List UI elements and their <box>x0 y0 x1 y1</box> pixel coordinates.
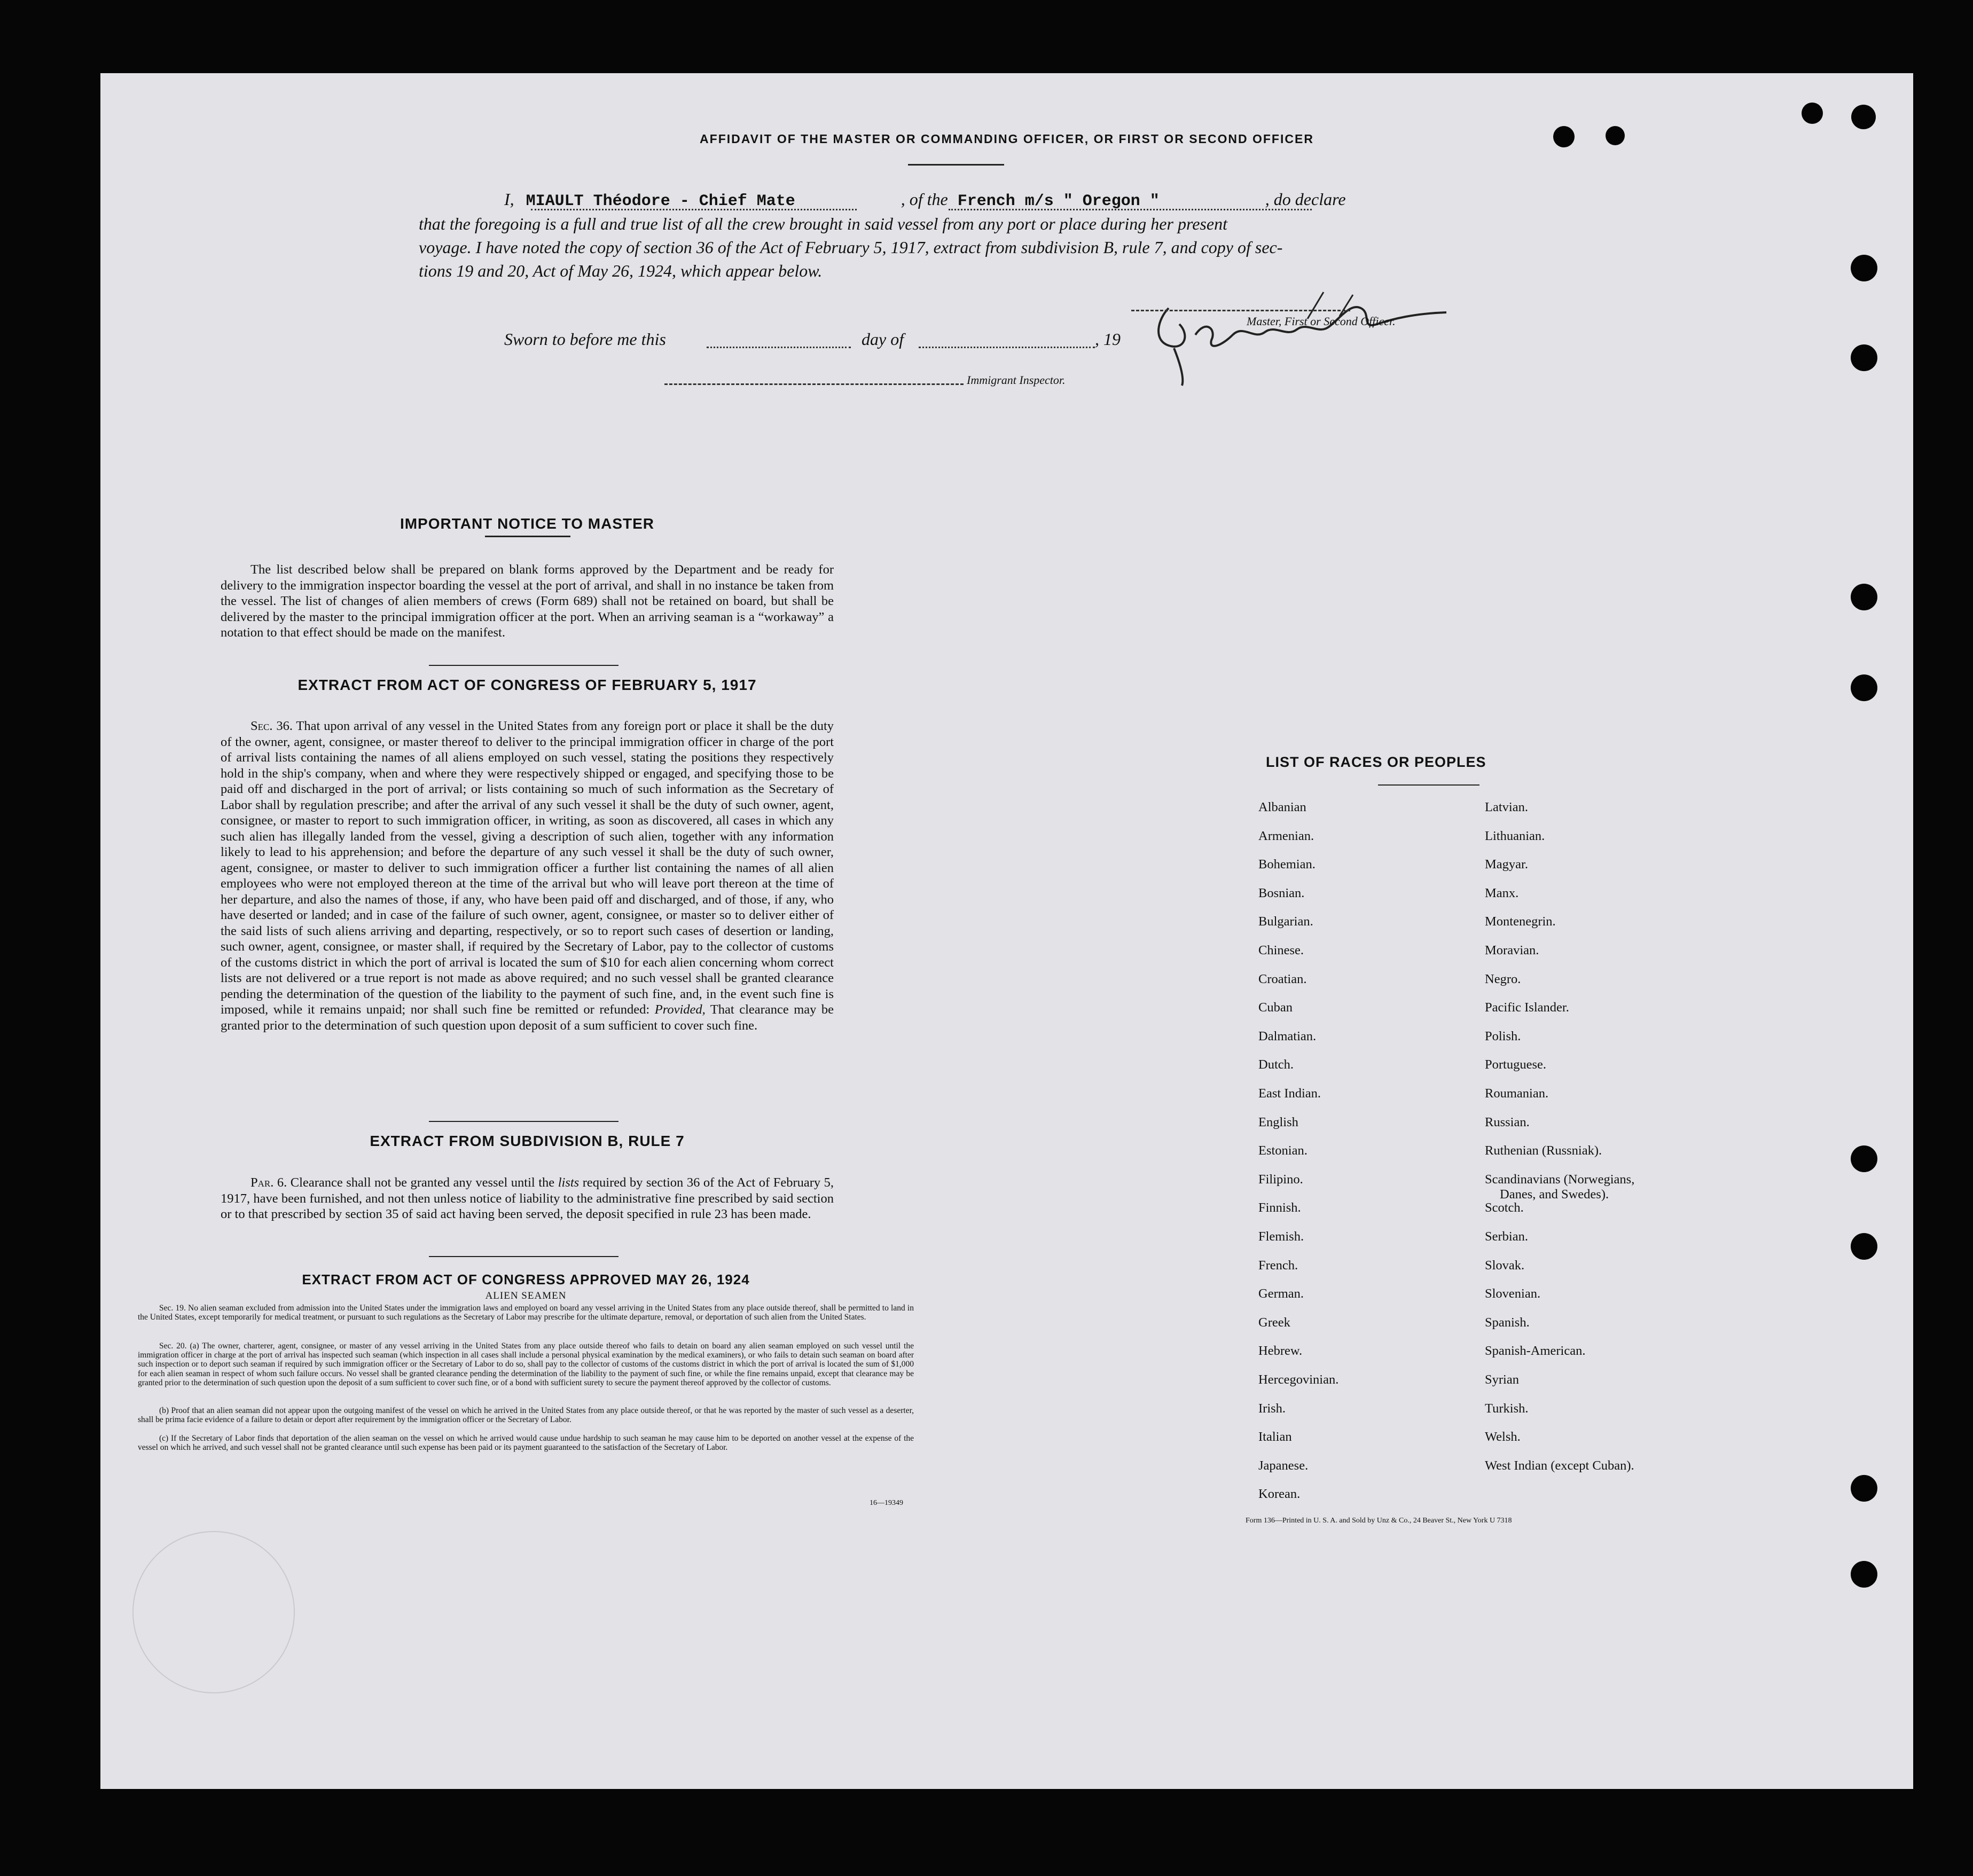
race-left-item: Bosnian. <box>1258 885 1305 900</box>
affidavit-title: AFFIDAVIT OF THE MASTER OR COMMANDING OFFICER, OR FIRST OR SECOND OFFICER <box>700 132 1314 146</box>
form-number-left: 16—19349 <box>870 1499 903 1507</box>
race-right-item: Montenegrin. <box>1485 914 1556 929</box>
signature-caption: Master, First or Second Officer. <box>1247 315 1396 328</box>
race-left-item: East Indian. <box>1258 1086 1321 1101</box>
race-left-item: Albanian <box>1258 800 1306 814</box>
punch-hole <box>1851 584 1877 610</box>
notice-title: IMPORTANT NOTICE TO MASTER <box>400 515 655 532</box>
race-left-item: Greek <box>1258 1315 1290 1330</box>
race-left-item: Dutch. <box>1258 1057 1294 1072</box>
race-right-item: Roumanian. <box>1485 1086 1549 1101</box>
sec-20a-text: Sec. 20. (a) The owner, charterer, agent, consignee, or master of any vessel arriving in the United States from any place outside thereof who fails to detain on board any alien seaman employed on such vessel until the immigration officer in charge at the port of arrival has inspected such seaman (which inspection in all cases shall include a personal physical examination by the medical examiners), or who fails to detain such seaman on board after such inspection or to deport such seaman if required by such immigration officer or the Secretary of Labor to do so, shall pay to the collector of customs of the customs district in which the port of arrival is located the sum of $1,000 for each alien seaman in respect of whom such failure occurs. No vessel shall be granted clearance pending the determination of the liability to the payment of such fine, or while the fine remains unpaid, except that clearance may be granted prior to the determination of such question upon the deposit of a sum sufficient to cover such fine, or of a bond with sufficient surety to secure the payment thereof approved by the collector of customs. <box>138 1341 914 1387</box>
sworn-month-line <box>919 347 1095 348</box>
race-left-item: Italian <box>1258 1430 1292 1445</box>
extract-1917-body <box>221 718 834 1033</box>
sworn-day-line <box>707 347 851 348</box>
rule7-title: EXTRACT FROM SUBDIVISION B, RULE 7 <box>370 1133 685 1149</box>
year-label: , 19 <box>1095 329 1121 349</box>
race-right-item: Lithuanian. <box>1485 828 1545 843</box>
declaration-line-3: voyage. I have noted the copy of section 36 of the Act of February 5, 1917, extract from subdivision B, rule 7, and copy of sec- <box>419 238 1283 257</box>
race-right-item: Danes, and Swedes). <box>1500 1187 1609 1202</box>
rule7-text-a: Clearance shall not be granted any vessel until the <box>290 1175 555 1190</box>
vessel-value: French m/s " Oregon " <box>957 192 1160 210</box>
punch-hole <box>1851 255 1877 281</box>
race-left-item: English <box>1258 1114 1298 1129</box>
notice-rule <box>485 536 570 537</box>
race-right-item: Negro. <box>1485 971 1521 986</box>
race-left-item: Korean. <box>1258 1487 1301 1502</box>
race-left-item: Croatian. <box>1258 971 1307 986</box>
title-underline <box>908 164 1004 166</box>
races-title: LIST OF RACES OR PEOPLES <box>1266 754 1486 770</box>
race-left-item: Flemish. <box>1258 1229 1304 1244</box>
punch-hole <box>1851 344 1877 371</box>
race-right-item: Scandinavians (Norwegians, <box>1485 1172 1635 1187</box>
race-left-item: Dalmatian. <box>1258 1029 1317 1043</box>
sworn-label: Sworn to before me this <box>504 329 666 349</box>
document-sheet <box>100 73 1913 1789</box>
i-label: I, <box>504 190 514 209</box>
race-right-item: Magyar. <box>1485 857 1528 872</box>
extract-1917-bottom-rule <box>429 1121 618 1122</box>
do-declare-label: , do declare <box>1265 190 1346 209</box>
race-left-item: Japanese. <box>1258 1458 1309 1473</box>
race-left-item: Armenian. <box>1258 828 1314 843</box>
punch-hole <box>1553 126 1575 147</box>
race-left-item: French. <box>1258 1258 1298 1273</box>
race-left-item: Hebrew. <box>1258 1344 1303 1359</box>
inspector-caption: Immigrant Inspector. <box>967 373 1066 387</box>
race-right-item: Spanish-American. <box>1485 1344 1586 1359</box>
day-of-label: day of <box>862 329 904 349</box>
race-right-item: Welsh. <box>1485 1430 1521 1445</box>
sec-36-text: That upon arrival of any vessel in the United States from any foreign port or place it shall be the duty of the owner, agent, consignee, or master thereof to deliver to the principal immigration officer in charge of the port of arrival lists containing the names of all aliens employed on such vessel, stating the positions they respectively hold in the ship's company, when and where they were respectively shipped or engaged, and specifying those to be paid off and discharged in the port of arrival; or lists containing so much of such information as the Secretary of Labor shall by regulation prescribe; and after the arrival of any such vessel it shall be the duty of such owner, agent, consignee, or master to report to such immigration officer, in writing, as soon as discovered, all cases in which any such alien has illegally landed from the vessel, giving a description of such alien, together with any information likely to lead to his apprehension; and before the departure of any such vessel it shall be the duty of such owner, agent, consignee, or master to deliver to such immigration officer a further list containing the names of all alien employees who were not employed thereon at the time of the arrival but who will leave port thereon at the time of her departure, and also the names of those, if any, who have been paid off and discharged, and of those, if any, who have deserted or landed; and in case of the failure of such owner, agent, consignee, or master so to deliver either of the said lists of such aliens arriving and departing, respectively, or so to report such cases of desertion or landing, such owner, agent, consignee, or master shall, if required by the Secretary of Labor, pay to the collector of customs of the customs district in which the port of arrival is located the sum of $10 for each alien concerning whom correct lists are not delivered or a true report is not made as above required; and no such vessel shall be granted clearance pending the determination of the question of the liability to the payment of such fine, and, in the event such fine is imposed, while it remains unpaid; nor shall such fine be remitted or refunded: <box>221 719 834 1017</box>
race-right-item: West Indian (except Cuban). <box>1485 1458 1634 1473</box>
sec-20b-text: (b) Proof that an alien seaman did not appear upon the outgoing manifest of the vessel on which he arrived in the United States from any place outside thereof, or that he was reported by the master of such vessel as a deserter, shall be prima facie evidence of a failure to detain or deport after requirement by the immigration officer or the Secretary of Labor. <box>138 1406 914 1425</box>
race-right-item: Serbian. <box>1485 1229 1528 1244</box>
punch-hole <box>1851 105 1876 129</box>
race-left-item: Finnish. <box>1258 1200 1301 1215</box>
alien-seamen-subtitle: ALIEN SEAMEN <box>485 1290 567 1301</box>
inspector-line <box>664 383 964 385</box>
name-fill-line <box>531 209 857 210</box>
rule7-body <box>221 1175 834 1222</box>
race-left-item: Estonian. <box>1258 1143 1307 1158</box>
race-right-item: Syrian <box>1485 1372 1519 1387</box>
race-right-item: Scotch. <box>1485 1200 1524 1215</box>
race-right-item: Russian. <box>1485 1114 1530 1129</box>
race-right-item: Slovenian. <box>1485 1286 1541 1301</box>
faint-seal-stamp <box>132 1531 295 1693</box>
punch-hole <box>1851 1233 1877 1260</box>
punch-hole <box>1851 1145 1877 1172</box>
races-rule <box>1378 784 1479 786</box>
punch-hole <box>1851 1475 1877 1502</box>
vessel-fill-line <box>949 209 1312 210</box>
rule7-text-b: required by section 36 of the Act of February 5, 1917, have been furnished, and not then unless notice of liability to the administrative fine prescribed by said section or to that prescribed by section 35 of said act having been served, the deposit specified in rule 23 has been made. <box>221 1175 834 1221</box>
sec-36-label: Sec. 36. <box>250 719 293 733</box>
punch-hole <box>1851 1561 1877 1588</box>
officer-name-value: MIAULT Théodore - Chief Mate <box>526 192 795 210</box>
race-right-item: Turkish. <box>1485 1401 1529 1416</box>
punch-hole <box>1851 674 1877 701</box>
race-left-item: Cuban <box>1258 1000 1293 1015</box>
race-right-item: Spanish. <box>1485 1315 1530 1330</box>
race-left-item: Filipino. <box>1258 1172 1303 1187</box>
sec-19-text: Sec. 19. No alien seaman excluded from admission into the United States under the immigration laws and employed on board any vessel arriving in the United States from any place outside thereof, shall be permitted to land in the United States, except temporarily for medical treatment, or pursuant to such regulations as the Secretary of Labor may prescribe for the ultimate departure, removal, or deportation of such alien from the United States. <box>138 1304 914 1322</box>
race-left-item: German. <box>1258 1286 1304 1301</box>
notice-body: The list described below shall be prepared on blank forms approved by the Department and be ready for delivery to the immigration inspector boarding the vessel at the port of arrival, and shall in no instance be taken from the vessel. The list of changes of alien members of crews (Form 689) shall not be retained on board, but shall be delivered by the master to the principal immigration officer at the port. When an arriving seaman is a “workaway” a notation to that effect should be made on the manifest. <box>221 562 834 640</box>
punch-hole <box>1802 103 1823 124</box>
extract-1924-title: EXTRACT FROM ACT OF CONGRESS APPROVED MAY 26, 1924 <box>302 1271 750 1288</box>
race-right-item: Slovak. <box>1485 1258 1525 1273</box>
rule7-bottom-rule <box>429 1256 618 1257</box>
provided-label: Provided, <box>654 1002 706 1017</box>
race-left-item: Chinese. <box>1258 943 1304 957</box>
race-right-item: Polish. <box>1485 1029 1521 1043</box>
race-left-item: Hercegovinian. <box>1258 1372 1339 1387</box>
race-right-item: Moravian. <box>1485 943 1539 957</box>
sec-20c-text: (c) If the Secretary of Labor finds that deportation of the alien seaman on the vessel on which he arrived would cause undue hardship to such seaman he may cause him to be deported on another vessel at the expense of the vessel on which he arrived, and such vessel shall not be granted clearance until such expense has been paid or its payment guaranteed to the satisfaction of the Secretary of Labor. <box>138 1434 914 1453</box>
race-right-item: Ruthenian (Russniak). <box>1485 1143 1602 1158</box>
race-left-item: Bohemian. <box>1258 857 1316 872</box>
of-the-label: , of the <box>901 190 948 209</box>
notice-bottom-rule <box>429 665 618 666</box>
race-right-item: Manx. <box>1485 885 1519 900</box>
punch-hole <box>1606 126 1625 145</box>
race-right-item: Latvian. <box>1485 800 1528 814</box>
extract-1917-title: EXTRACT FROM ACT OF CONGRESS OF FEBRUARY 5, 1917 <box>297 677 757 693</box>
printer-imprint: Form 136—Printed in U. S. A. and Sold by Unz & Co., 24 Beaver St., New York U 7318 <box>1246 1517 1512 1525</box>
declaration-line-2: that the foregoing is a full and true list of all the crew brought in said vessel from any port or place during her present <box>419 214 1227 233</box>
race-left-item: Bulgarian. <box>1258 914 1313 929</box>
race-right-item: Portuguese. <box>1485 1057 1546 1072</box>
par-6-label: Par. 6. <box>250 1175 287 1190</box>
lists-word: lists <box>558 1175 580 1190</box>
race-right-item: Pacific Islander. <box>1485 1000 1569 1015</box>
declaration-line-4: tions 19 and 20, Act of May 26, 1924, which appear below. <box>419 261 823 280</box>
sec-36-text-end: That clearance may be granted prior to the determination of such question upon deposit of a sum sufficient to cover such fine. <box>221 1002 834 1033</box>
race-left-item: Irish. <box>1258 1401 1286 1416</box>
signature-line <box>1131 310 1350 311</box>
